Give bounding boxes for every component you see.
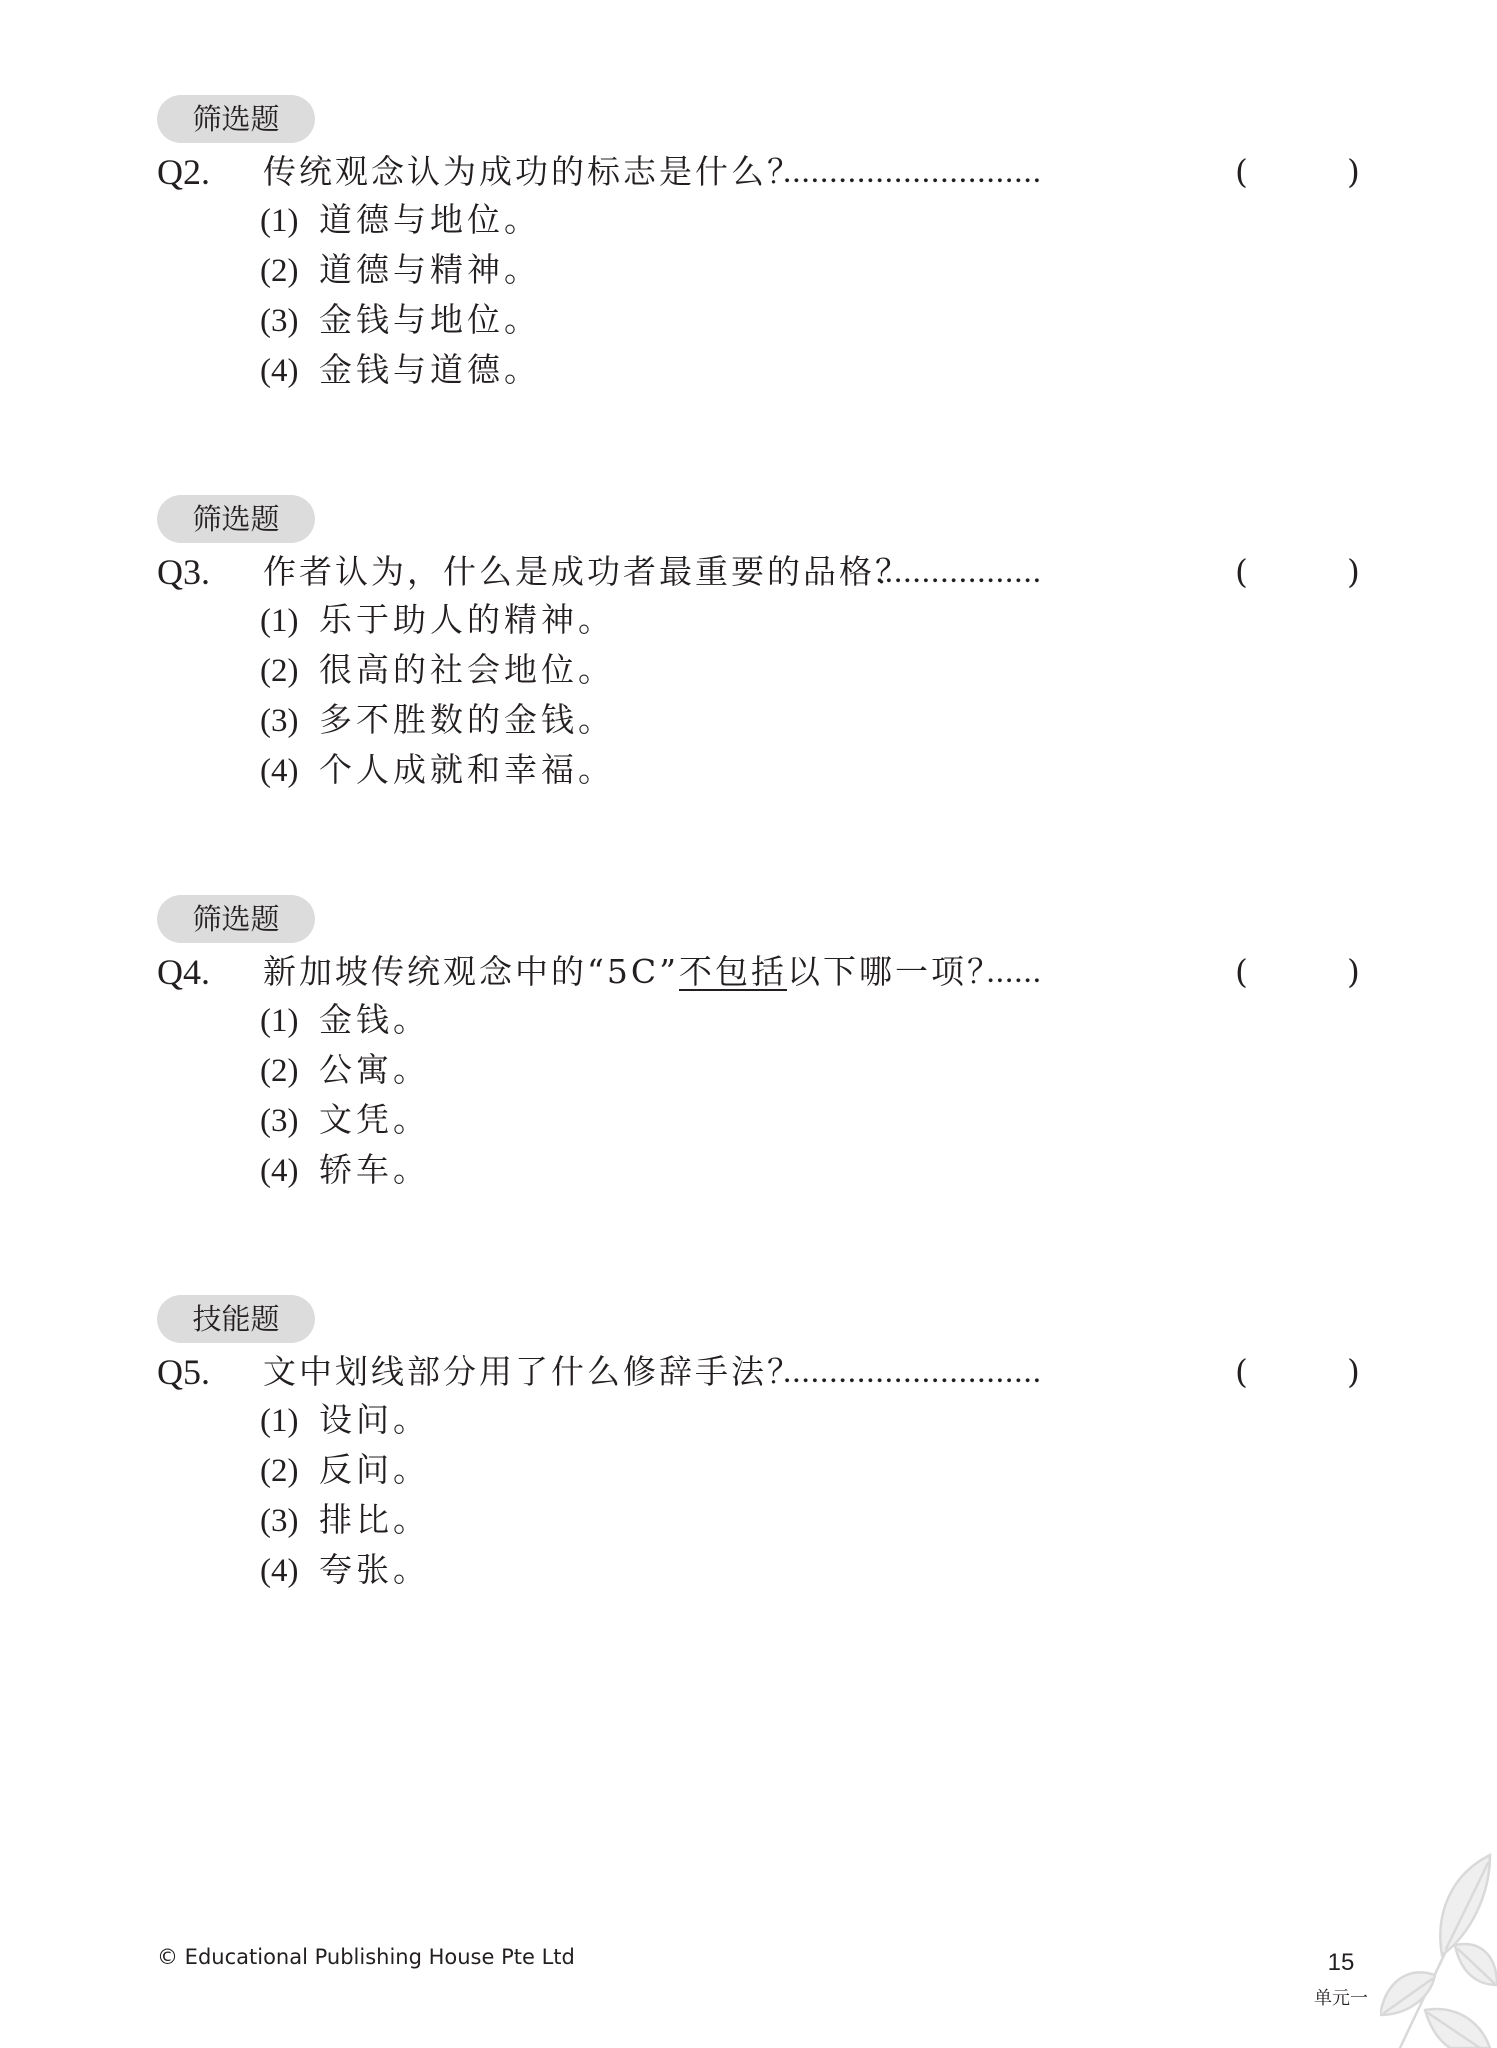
option-item: (4) 轿车。 [260, 1150, 430, 1189]
leader-dots: ............................ [783, 154, 1042, 190]
question-q5 [157, 1295, 1367, 1605]
question-text: 新加坡传统观念中的“5C”不包括以下哪一项？ [263, 952, 1003, 991]
question-tag: 筛选题 [157, 895, 315, 943]
page-number: 15 [1327, 1949, 1355, 1976]
option-list [260, 595, 615, 795]
option-list [260, 995, 430, 1195]
option-item: (3) 多不胜数的金钱。 [260, 700, 615, 739]
option-item: (1) 金钱。 [260, 1000, 430, 1039]
question-line [157, 547, 1367, 597]
unit-label: 单元一 [1314, 1988, 1368, 2009]
question-number: Q3. [157, 552, 210, 592]
question-line [157, 947, 1367, 997]
option-item: (3) 金钱与地位。 [260, 300, 541, 339]
option-list [260, 1395, 430, 1595]
answer-bracket-close: ) [1347, 152, 1360, 191]
underlined-keyword: 不包括 [679, 952, 787, 991]
leader-dots: ...... [986, 954, 1042, 990]
option-item: (1) 乐于助人的精神。 [260, 600, 615, 639]
answer-bracket-open: ( [1235, 552, 1248, 591]
question-text: 文中划线部分用了什么修辞手法？ [263, 1352, 803, 1391]
answer-bracket-close: ) [1347, 952, 1360, 991]
question-number: Q2. [157, 152, 210, 192]
question-q3 [157, 495, 1367, 805]
question-tag: 筛选题 [157, 495, 315, 543]
option-item: (3) 文凭。 [260, 1100, 430, 1139]
answer-bracket-close: ) [1347, 1352, 1360, 1391]
option-item: (3) 排比。 [260, 1500, 430, 1539]
option-item: (2) 道德与精神。 [260, 250, 541, 289]
question-line [157, 1347, 1367, 1397]
question-q4 [157, 895, 1367, 1205]
question-text: 作者认为，什么是成功者最重要的品格？ [263, 552, 911, 591]
option-item: (2) 很高的社会地位。 [260, 650, 615, 689]
option-item: (1) 道德与地位。 [260, 200, 541, 239]
question-tag: 技能题 [157, 1295, 315, 1343]
option-item: (4) 个人成就和幸福。 [260, 750, 615, 789]
leader-dots: ............................ [783, 1354, 1042, 1390]
option-item: (2) 反问。 [260, 1450, 430, 1489]
answer-bracket-open: ( [1235, 152, 1248, 191]
question-line [157, 147, 1367, 197]
question-text: 传统观念认为成功的标志是什么？ [263, 152, 803, 191]
question-q2 [157, 95, 1367, 405]
option-item: (4) 夸张。 [260, 1550, 430, 1589]
question-number: Q5. [157, 1352, 210, 1392]
question-number: Q4. [157, 952, 210, 992]
leader-dots: .................. [875, 554, 1042, 590]
option-item: (1) 设问。 [260, 1400, 430, 1439]
question-tag: 筛选题 [157, 95, 315, 143]
answer-bracket-open: ( [1235, 952, 1248, 991]
copyright-notice: © Educational Publishing House Pte Ltd [157, 1945, 575, 1969]
option-list [260, 195, 541, 395]
answer-bracket-open: ( [1235, 1352, 1248, 1391]
answer-bracket-close: ) [1347, 552, 1360, 591]
option-item: (2) 公寓。 [260, 1050, 430, 1089]
leaf-icon [1380, 1845, 1497, 2048]
option-item: (4) 金钱与道德。 [260, 350, 541, 389]
